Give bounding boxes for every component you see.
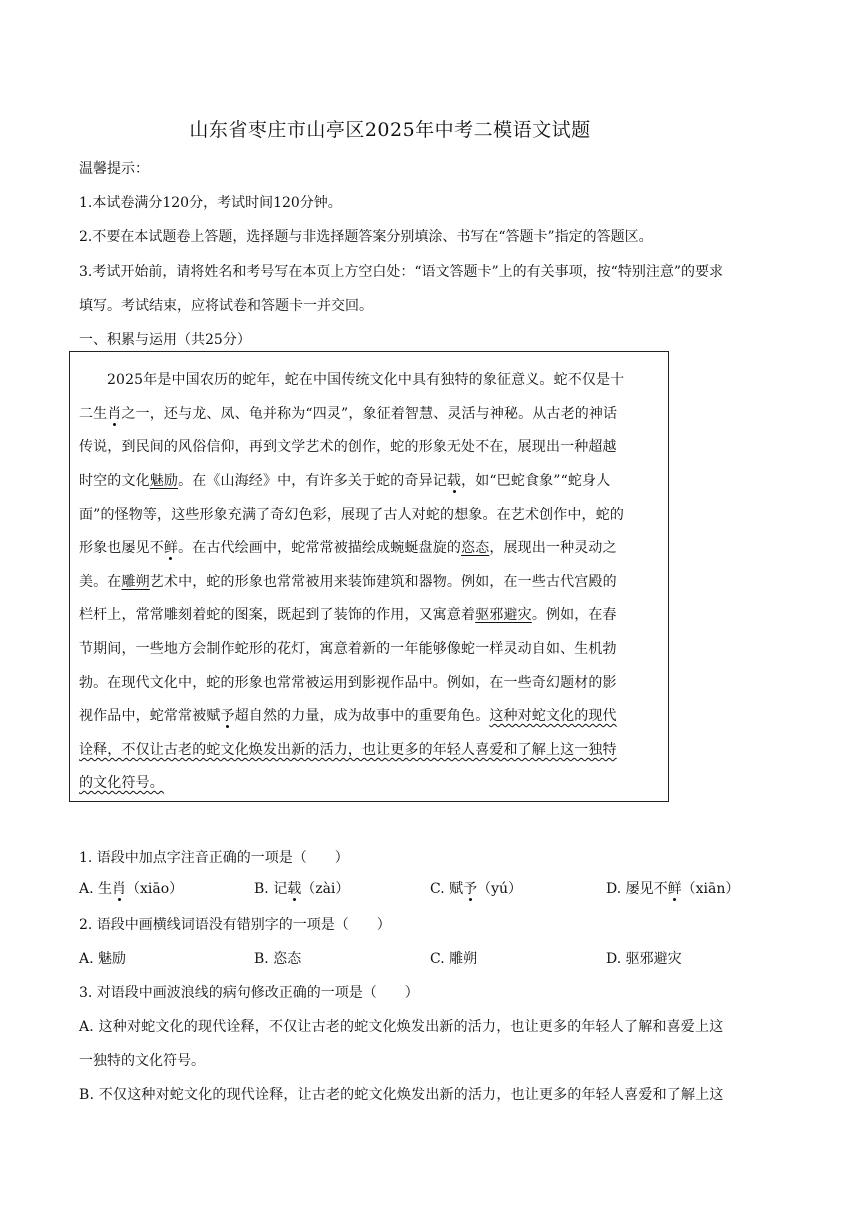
passage-line: 面”的怪物等，这些形象充满了奇幻色彩，展现了古人对蛇的想象。在艺术创作中，蛇的 — [79, 507, 625, 523]
question-3-stem: 3. 对语段中画波浪线的病句修改正确的一项是（ ） — [79, 985, 419, 1001]
wavy-underlined-sentence: 诠释，不仅让古老的蛇文化焕发出新的活力，也让更多的年轻人喜爱和了解上这一独特 — [79, 742, 617, 758]
underlined-word: 魅励 — [149, 473, 179, 489]
dotted-char: 肖 — [107, 406, 122, 422]
notice-item: 3.考试开始前，请将姓名和考号写在本页上方空白处：“语文答题卡”上的有关事项，按“特别注意”的要求 — [79, 264, 723, 280]
passage-line — [79, 739, 617, 759]
passage-line: 形象也屡见不鲜。在古代绘画中，蛇常常被描绘成蜿蜒盘旋的恣态，展现出一种灵动之 — [79, 540, 617, 556]
wavy-underlined-sentence: 的文化符号。 — [79, 775, 164, 791]
underlined-word: 雕朔 — [121, 574, 150, 590]
underlined-word: 恣态 — [461, 540, 490, 556]
q1-option-b: B. 记载（zài） — [254, 881, 350, 897]
dotted-char: 载 — [446, 473, 462, 489]
q2-option-a: A. 魅励 — [79, 951, 127, 967]
q1-option-a: A. 生肖（xiāo） — [79, 881, 184, 897]
dotted-char: 鲜 — [163, 540, 179, 556]
wavy-underlined-sentence: 这种对蛇文化的现代 — [489, 708, 617, 724]
passage-line: 时空的文化魅励。在《山海经》中，有许多关于蛇的奇异记载，如“巴蛇食象”“蛇身人 — [79, 473, 611, 489]
q2-option-b: B. 恣态 — [254, 951, 302, 967]
passage-line: 勃。在现代文化中，蛇的形象也常常被运用到影视作品中。例如，在一些奇幻题材的影 — [79, 675, 617, 691]
passage-line: 节期间，一些地方会制作蛇形的花灯，寓意着新的一年能够像蛇一样灵动自如、生机勃 — [79, 641, 617, 657]
notice-item: 1.本试卷满分120分，考试时间120分钟。 — [79, 195, 342, 211]
notice-heading: 温馨提示： — [79, 161, 149, 177]
question-1-stem: 1. 语段中加点字注音正确的一项是（ ） — [79, 850, 349, 866]
passage-line — [79, 772, 164, 792]
passage-line: 视作品中，蛇常常被赋予超自然的力量，成为故事中的重要角色。这种对蛇文化的现代 — [79, 708, 617, 724]
question-2-stem: 2. 语段中画横线词语没有错别字的一项是（ ） — [79, 917, 391, 933]
q2-option-d: D. 驱邪避灾 — [606, 951, 682, 967]
q1-option-c: C. 赋予（yú） — [430, 881, 523, 897]
passage-line: 传说，到民间的风俗信仰，再到文学艺术的创作，蛇的形象无处不在，展现出一种超越 — [79, 439, 617, 455]
dotted-char: 予 — [220, 708, 235, 724]
q3-option-b: B. 不仅这种对蛇文化的现代诠释，让古老的蛇文化焕发出新的活力，也让更多的年轻人喜爱和了解上这 — [79, 1087, 724, 1103]
page-title: 山东省枣庄市山亭区2025年中考二模语文试题 — [189, 119, 591, 141]
passage-box — [69, 351, 669, 802]
passage-line: 栏杆上，常常雕刻着蛇的图案，既起到了装饰的作用，又寓意着驱邪避灾。例如，在春 — [79, 607, 617, 623]
section-heading: 一、积累与运用（共25分） — [79, 332, 251, 348]
q2-option-c: C. 雕朔 — [430, 951, 478, 967]
q1-option-d: D. 屡见不鲜（xiān） — [606, 881, 740, 897]
passage-line: 二生肖之一，还与龙、凤、龟并称为“四灵”，象征着智慧、灵活与神秘。从古老的神话 — [79, 406, 618, 422]
q3-option-a: A. 这种对蛇文化的现代诠释，不仅让古老的蛇文化焕发出新的活力，也让更多的年轻人了解和喜爱上这 — [79, 1019, 724, 1035]
notice-item: 填写。考试结束，应将试卷和答题卡一并交回。 — [79, 298, 373, 314]
q3-option-a-cont: 一独特的文化符号。 — [79, 1053, 205, 1069]
notice-item: 2.不要在本试题卷上答题，选择题与非选择题答案分别填涂、书写在“答题卡”指定的答题区。 — [79, 229, 653, 245]
underlined-word: 驱邪避灾 — [475, 607, 532, 623]
passage-line: 2025年是中国农历的蛇年，蛇在中国传统文化中具有独特的象征意义。蛇不仅是十 — [107, 372, 625, 388]
passage-line: 美。在雕朔艺术中，蛇的形象也常常被用来装饰建筑和器物。例如，在一些古代宫殿的 — [79, 574, 617, 590]
